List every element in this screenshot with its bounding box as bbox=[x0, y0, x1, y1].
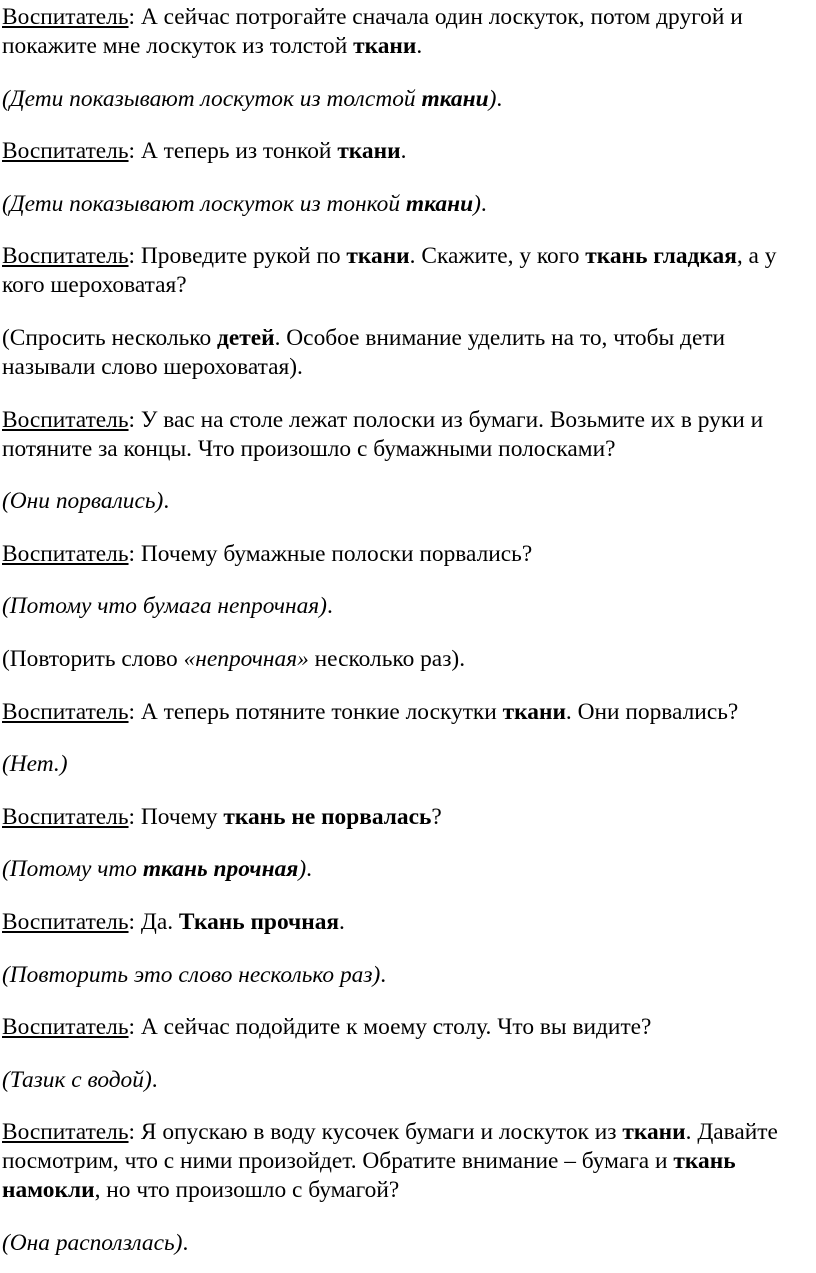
text-run: , а у кого шероховатая? bbox=[2, 243, 777, 299]
bold-text: ткани bbox=[502, 698, 566, 725]
action-paragraph bbox=[2, 961, 814, 990]
dialogue-paragraph bbox=[2, 908, 814, 937]
text-run: . bbox=[339, 908, 345, 935]
action-paragraph bbox=[2, 750, 814, 779]
action-paragraph bbox=[2, 855, 814, 884]
text-run: : У вас на столе лежат полоски из бумаги. Возьмите их в руки и потяните за концы. Что произошло с бумажными полосками? bbox=[2, 406, 764, 462]
speaker-label: Воспитатель bbox=[2, 138, 129, 165]
dialogue-paragraph bbox=[2, 242, 814, 300]
italic-text: (Дети показывают лоскуток из тонкой bbox=[2, 190, 406, 217]
text-run: . bbox=[326, 593, 333, 620]
italic-text: (Дети показывают лоскуток из толстой bbox=[2, 85, 422, 112]
text-run: . bbox=[400, 138, 407, 165]
dialogue-paragraph bbox=[2, 803, 814, 832]
italic-text: (Она расползлась) bbox=[2, 1229, 183, 1256]
text-run: : А сейчас потрогайте сначала один лоскуток, потом другой и покажите мне лоскуток из толстой bbox=[2, 4, 743, 59]
text-run: . Они порвались? bbox=[565, 698, 739, 725]
action-paragraph bbox=[2, 190, 814, 219]
italic-text: ) bbox=[473, 190, 481, 217]
dialogue-paragraph bbox=[2, 1013, 814, 1042]
bold-italic-text: ткани bbox=[405, 190, 474, 217]
speaker-label: Воспитатель bbox=[2, 908, 129, 935]
italic-text: (Повторить это слово несколько раз) bbox=[2, 961, 381, 988]
bold-text: ткань не порвалась bbox=[223, 803, 432, 830]
text-run: : Да. bbox=[128, 908, 179, 935]
text-run: : Я опускаю в воду кусочек бумаги и лоскуток из bbox=[128, 1119, 623, 1146]
text-run: : А сейчас подойдите к моему столу. Что вы видите? bbox=[128, 1014, 652, 1041]
italic-text: ) bbox=[488, 85, 497, 112]
text-run: . bbox=[306, 856, 312, 883]
dialogue-paragraph bbox=[2, 3, 814, 61]
text-run: . bbox=[151, 1066, 158, 1093]
dialogue-paragraph bbox=[2, 1118, 814, 1205]
bold-text: ткани bbox=[622, 1119, 686, 1146]
dialogue-paragraph bbox=[2, 137, 814, 166]
bold-text: ткани bbox=[337, 138, 401, 165]
speaker-label: Воспитатель bbox=[2, 1014, 129, 1041]
bold-text: ткани bbox=[346, 243, 410, 270]
text-run: . bbox=[480, 190, 487, 217]
document-body bbox=[2, 3, 814, 1258]
text-run: . bbox=[163, 488, 170, 515]
text-run: несколько раз). bbox=[308, 645, 466, 672]
dialogue-paragraph bbox=[2, 406, 814, 464]
bold-text: ткань намокли bbox=[2, 1148, 736, 1204]
italic-text: (Нет.) bbox=[2, 751, 68, 778]
speaker-label: Воспитатель bbox=[2, 698, 129, 725]
text-run: (Спросить несколько bbox=[2, 324, 218, 351]
speaker-label: Воспитатель bbox=[2, 540, 129, 567]
italic-text: (Они порвались) bbox=[2, 488, 164, 515]
speaker-label: Воспитатель bbox=[2, 4, 129, 30]
text-run: . bbox=[182, 1229, 189, 1256]
dialogue-paragraph bbox=[2, 540, 814, 569]
bold-text: ткань гладкая bbox=[585, 243, 737, 270]
bold-text: Ткань прочная bbox=[178, 908, 340, 935]
text-run: : А теперь из тонкой bbox=[128, 138, 338, 165]
bold-italic-text: ткани bbox=[421, 85, 489, 112]
bold-italic-text: ткань прочная bbox=[142, 856, 299, 883]
italic-text: «непрочная» bbox=[183, 645, 309, 672]
text-run: , но что произошло с бумагой? bbox=[94, 1177, 400, 1204]
text-run: (Повторить слово bbox=[2, 645, 184, 672]
speaker-label: Воспитатель bbox=[2, 243, 129, 270]
text-run: . Особое внимание уделить на то, чтобы дети называли слово шероховатая). bbox=[2, 324, 726, 380]
text-run: . bbox=[380, 961, 387, 988]
italic-text: (Потому что бумага непрочная) bbox=[2, 593, 327, 620]
speaker-label: Воспитатель bbox=[2, 803, 129, 830]
text-run: : Проведите рукой по bbox=[128, 243, 347, 270]
speaker-label: Воспитатель bbox=[2, 1119, 129, 1146]
text-run: . bbox=[496, 85, 503, 112]
text-run: . Скажите, у кого bbox=[409, 243, 586, 270]
action-paragraph bbox=[2, 324, 814, 382]
action-paragraph bbox=[2, 645, 814, 674]
italic-text: (Потому что bbox=[2, 856, 143, 883]
dialogue-paragraph bbox=[2, 698, 814, 727]
action-paragraph bbox=[2, 1066, 814, 1095]
text-run: : А теперь потяните тонкие лоскутки bbox=[128, 698, 503, 725]
action-paragraph bbox=[2, 487, 814, 516]
italic-text: ) bbox=[298, 856, 307, 883]
text-run: . bbox=[416, 33, 423, 59]
action-paragraph bbox=[2, 85, 814, 114]
text-run: : Почему bbox=[128, 803, 224, 830]
bold-text: детей bbox=[217, 324, 275, 351]
italic-text: (Тазик с водой) bbox=[2, 1066, 152, 1093]
action-paragraph bbox=[2, 1229, 814, 1258]
text-run: . Давайте посмотрим, что с ними произойдет. Обратите внимание – бумага и bbox=[2, 1119, 778, 1175]
action-paragraph bbox=[2, 592, 814, 621]
text-run: : Почему бумажные полоски порвались? bbox=[128, 540, 533, 567]
speaker-label: Воспитатель bbox=[2, 406, 129, 433]
bold-text: ткани bbox=[353, 33, 417, 59]
text-run: ? bbox=[431, 803, 442, 830]
